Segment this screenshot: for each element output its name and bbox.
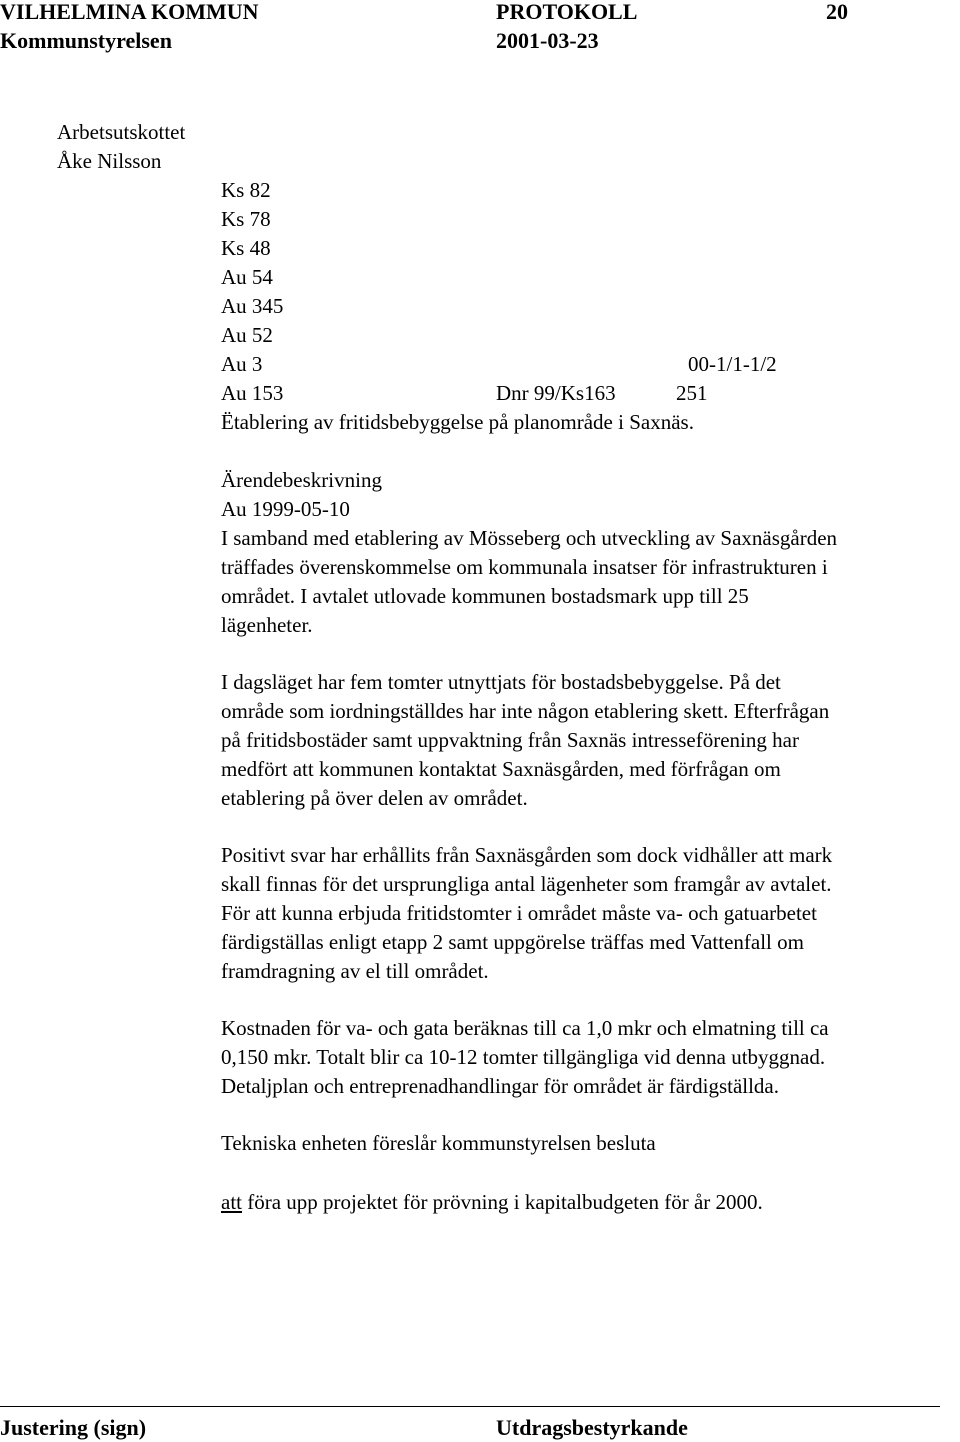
reference-line: Ks 78 xyxy=(221,207,271,231)
paragraph-costs xyxy=(221,1014,960,1101)
decision-att: att xyxy=(221,1190,242,1214)
paragraph-response xyxy=(221,841,960,986)
decision-line xyxy=(221,1188,763,1217)
text-line: I samband med etablering av Mösseberg och utveckling av Saxnäsgården xyxy=(221,526,838,550)
document-type: PROTOKOLL xyxy=(496,0,638,24)
text-line: framdragning av el till området. xyxy=(221,959,489,983)
text-line: etablering på över delen av området. xyxy=(221,786,528,810)
subject-line: Ëtablering av fritidsbebyggelse på planområde i Saxnäs. xyxy=(221,410,694,434)
protocol-date: 2001-03-23 xyxy=(496,28,599,53)
reference-line: Au 345 xyxy=(221,294,284,318)
committee-name: Kommunstyrelsen xyxy=(0,28,172,53)
reference-line: Au 52 xyxy=(221,323,273,347)
text-line: För att kunna erbjuda fritidstomter i området måste va- och gatuarbetet xyxy=(221,901,817,925)
text-line: skall finnas för det ursprungliga antal lägenheter som framgår av avtalet. xyxy=(221,872,832,896)
reference-filing-code: 00-1/1-1/2 xyxy=(688,352,777,376)
decision-text: föra upp projektet för prövning i kapitalbudgeten för år 2000. xyxy=(242,1190,763,1214)
recipient-line: Arbetsutskottet xyxy=(57,120,186,144)
footer-utdragsbestyrkande: Utdragsbestyrkande xyxy=(496,1415,688,1440)
section-title: Ärendebeskrivning xyxy=(221,468,382,492)
text-line: I dagsläget har fem tomter utnyttjats för bostadsbebyggelse. På det xyxy=(221,670,781,694)
text-line: lägenheter. xyxy=(221,613,313,637)
text-line: färdigställas enligt etapp 2 samt uppgörelse träffas med Vattenfall om xyxy=(221,930,804,954)
diary-number: Dnr 99/Ks163 xyxy=(496,381,616,405)
text-line: på fritidsbostäder samt uppvaktning från Saxnäs intresseförening har xyxy=(221,728,799,752)
text-line: Detaljplan och entreprenadhandlingar för området är färdigställda. xyxy=(221,1074,780,1098)
municipality-name: VILHELMINA KOMMUN xyxy=(0,0,259,24)
text-line: träffades överenskommelse om kommunala insatser för infrastrukturen i xyxy=(221,555,828,579)
text-line: område som iordningställdes har inte någon etablering skett. Efterfrågan xyxy=(221,699,830,723)
recipient-line: Åke Nilsson xyxy=(57,149,162,173)
reference-line: Ks 48 xyxy=(221,236,271,260)
text-line: 0,150 mkr. Totalt blir ca 10-12 tomter tillgängliga vid denna utbyggnad. xyxy=(221,1045,826,1069)
paragraph-proposal xyxy=(221,1129,960,1158)
reference-filing-code: 251 xyxy=(676,381,708,405)
page-number: 20 xyxy=(826,0,848,24)
reference-line: Ks 82 xyxy=(221,178,271,202)
signature-line xyxy=(0,1406,940,1407)
text-line: medfört att kommunen kontaktat Saxnäsgården, med förfrågan om xyxy=(221,757,781,781)
text-line: Kostnaden för va- och gata beräknas till ca 1,0 mkr och elmatning till ca xyxy=(221,1016,829,1040)
footer-justering: Justering (sign) xyxy=(0,1415,147,1440)
text-line: Positivt svar har erhållits från Saxnäsgården som dock vidhåller att mark xyxy=(221,843,833,867)
au-date: Au 1999-05-10 xyxy=(221,497,350,521)
reference-line: Au 153 xyxy=(221,381,284,405)
reference-line: Au 3 xyxy=(221,352,263,376)
paragraph-background xyxy=(221,524,960,640)
reference-line: Au 54 xyxy=(221,265,273,289)
text-line: området. I avtalet utlovade kommunen bostadsmark upp till 25 xyxy=(221,584,749,608)
text-line: Tekniska enheten föreslår kommunstyrelsen besluta xyxy=(221,1131,656,1155)
paragraph-current-state xyxy=(221,668,960,813)
